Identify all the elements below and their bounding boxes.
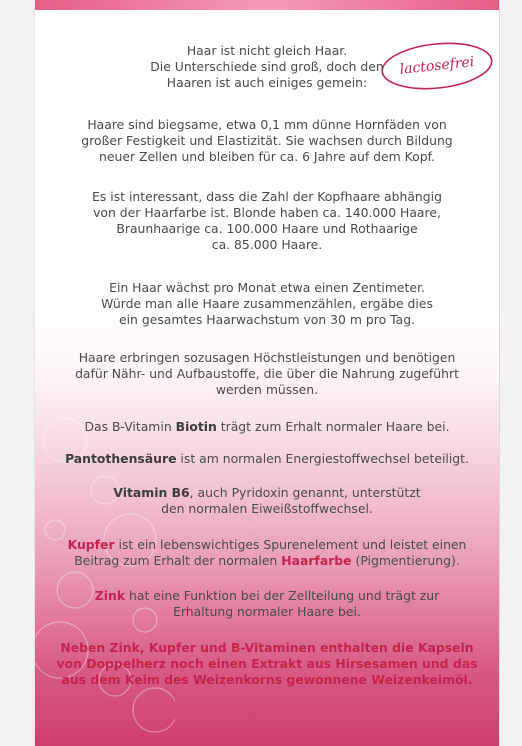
kupfer-bold: Kupfer [67,537,115,552]
kupfer-line-1 [35,537,499,553]
p3-line-1: Ein Haar wächst pro Monat etwa einen Zentimeter. [109,280,425,295]
p4-line-2: dafür Nähr- und Aufbaustoffe, die über die Nahrung zugeführt [75,366,459,381]
pantothen-post: ist am normalen Energiestoffwechsel beteiligt. [176,451,469,466]
closing-line-1: Neben Zink, Kupfer und B-Vitaminen enthalten die Kapseln [60,640,474,655]
p2-line-2: von der Haarfarbe ist. Blonde haben ca. 140.000 Haare, [93,205,441,220]
biotin-paragraph [35,419,499,435]
nutrients-paragraph [35,350,499,398]
p4-line-3: werden müssen. [215,382,319,397]
intro-paragraph [35,43,499,91]
pantothen-paragraph [35,451,499,467]
zink-line-1 [35,588,499,604]
hair-count-paragraph [35,189,499,253]
p2-line-3: Braunhaarige ca. 100.000 Haare und Rothaarige [116,221,418,236]
zink-line1-post: hat eine Funktion bei der Zellteilung und trägt zur [125,588,440,603]
kupfer-paragraph [35,537,499,569]
p1-line-3: neuer Zellen und bleiben für ca. 6 Jahre auf dem Kopf. [99,149,435,164]
p3-line-3: ein gesamtes Haarwachstum von 30 m pro Tag. [118,312,416,327]
badge-label: lactosefrei [398,54,476,78]
kupfer-line2-bold: Haarfarbe [281,553,352,568]
hair-properties-paragraph [35,117,499,165]
p3-line-2: Würde man alle Haare zusammenzählen, ergäbe dies [101,296,433,311]
pantothen-line [35,451,499,467]
biotin-post: trägt zum Erhalt normaler Haare bei. [216,419,450,434]
p1-line-2: großer Festigkeit und Elastizität. Sie wachsen durch Bildung [81,133,453,148]
biotin-pre: Das B-Vitamin [84,419,176,434]
vitb6-line-2: den normalen Eiweißstoffwechsel. [161,501,373,516]
kupfer-line2-post: (Pigmentierung). [351,553,460,568]
package-panel [34,0,500,746]
biotin-bold: Biotin [175,419,217,434]
zink-line-2: Erhaltung normaler Haare bei. [173,604,361,619]
p1-line-1: Haare sind biegsame, etwa 0,1 mm dünne Hornfäden von [87,117,447,132]
p2-line-4: ca. 85.000 Haare. [211,237,323,252]
closing-line-2: von Doppelherz noch einen Extrakt aus Hirsesamen und das [56,656,478,671]
vitb6-line1-post: , auch Pyridoxin genannt, unterstützt [189,485,421,500]
closing-paragraph [35,640,499,688]
kupfer-line2-pre: Beitrag zum Erhalt der normalen [74,553,282,568]
pantothen-bold: Pantothensäure [65,451,177,466]
hair-growth-paragraph [35,280,499,328]
closing-line-3: aus dem Keim des Weizenkorns gewonnene Weizenkeimöl. [61,672,473,687]
zink-bold: Zink [94,588,126,603]
vitamin-b6-paragraph [35,485,499,517]
top-pink-band [35,0,499,10]
vitb6-line-1 [35,485,499,501]
vitb6-bold: Vitamin B6 [113,485,190,500]
kupfer-line1-post: ist ein lebenswichtiges Spurenelement und leistet einen [114,537,467,552]
zink-paragraph [35,588,499,620]
p2-line-1: Es ist interessant, dass die Zahl der Kopfhaare abhängig [92,189,442,204]
kupfer-line-2 [35,553,499,569]
p4-line-1: Haare erbringen sozusagen Höchstleistungen und benötigen [78,350,456,365]
intro-line-3: Haaren ist auch einiges gemein: [166,75,368,90]
biotin-line [35,419,499,435]
intro-line-1: Haar ist nicht gleich Haar. [186,43,348,58]
intro-line-2: Die Unterschiede sind groß, doch den [150,59,384,74]
